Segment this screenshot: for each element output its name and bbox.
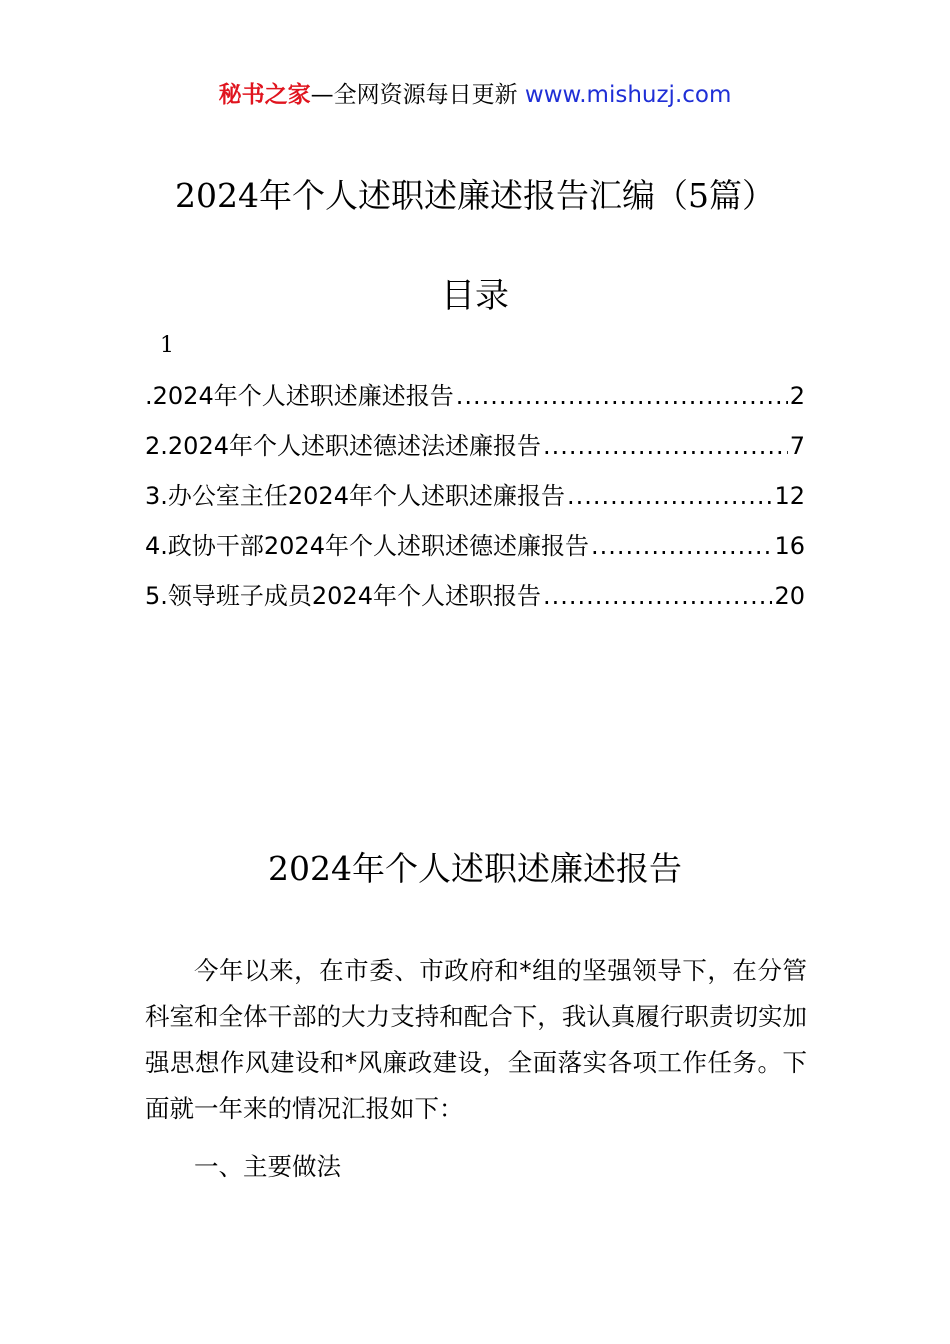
toc-entry-page: 7 bbox=[789, 432, 805, 460]
toc-dot-leader bbox=[543, 428, 788, 464]
body-paragraph: 今年以来，在市委、市政府和*组的坚强领导下，在分管科室和全体干部的大力支持和配合下，我认真履行职责切实加强思想作风建设和*风廉政建设，全面落实各项工作任务。下面就一年来的情况汇报如下： bbox=[145, 956, 807, 1123]
toc-entry-page: 2 bbox=[789, 382, 805, 410]
section-title: 2024年个人述职述廉述报告 bbox=[268, 849, 682, 888]
toc-entry-label: 3.办公室主任2024年个人述职述廉报告 bbox=[145, 482, 565, 510]
toc-entry-page: 16 bbox=[774, 532, 805, 560]
header-url-link[interactable]: www.mishuzj.com bbox=[524, 82, 732, 108]
toc-dot-leader bbox=[567, 478, 772, 514]
toc-entry-3[interactable] bbox=[145, 478, 805, 528]
header-slogan: —全网资源每日更新 bbox=[310, 82, 518, 108]
toc-dot-leader bbox=[543, 578, 772, 614]
toc-entry-5[interactable] bbox=[145, 578, 805, 628]
header-brand: 秘书之家 bbox=[218, 82, 311, 108]
toc-entry-page: 12 bbox=[774, 482, 805, 510]
toc-entry-label: 2.2024年个人述职述德述法述廉报告 bbox=[145, 432, 541, 460]
toc-entry-label: 4.政协干部2024年个人述职述德述廉报告 bbox=[145, 532, 589, 560]
toc-entry-2[interactable] bbox=[145, 428, 805, 478]
toc-entry-4[interactable] bbox=[145, 528, 805, 578]
toc-dot-leader bbox=[456, 378, 788, 414]
toc-dot-leader bbox=[591, 528, 772, 564]
toc-entry-1[interactable] bbox=[145, 378, 805, 428]
toc-stray-number: 1 bbox=[160, 333, 174, 358]
table-of-contents bbox=[145, 378, 805, 628]
toc-entry-page: 20 bbox=[774, 582, 805, 610]
section-subheading: 一、主要做法 bbox=[194, 1152, 341, 1181]
toc-entry-label: 5.领导班子成员2024年个人述职报告 bbox=[145, 582, 541, 610]
document-title: 2024年个人述职述廉述报告汇编（5篇） bbox=[175, 176, 775, 215]
site-header bbox=[0, 78, 950, 112]
toc-heading: 目录 bbox=[441, 276, 509, 316]
toc-entry-label: .2024年个人述职述廉述报告 bbox=[145, 382, 454, 410]
